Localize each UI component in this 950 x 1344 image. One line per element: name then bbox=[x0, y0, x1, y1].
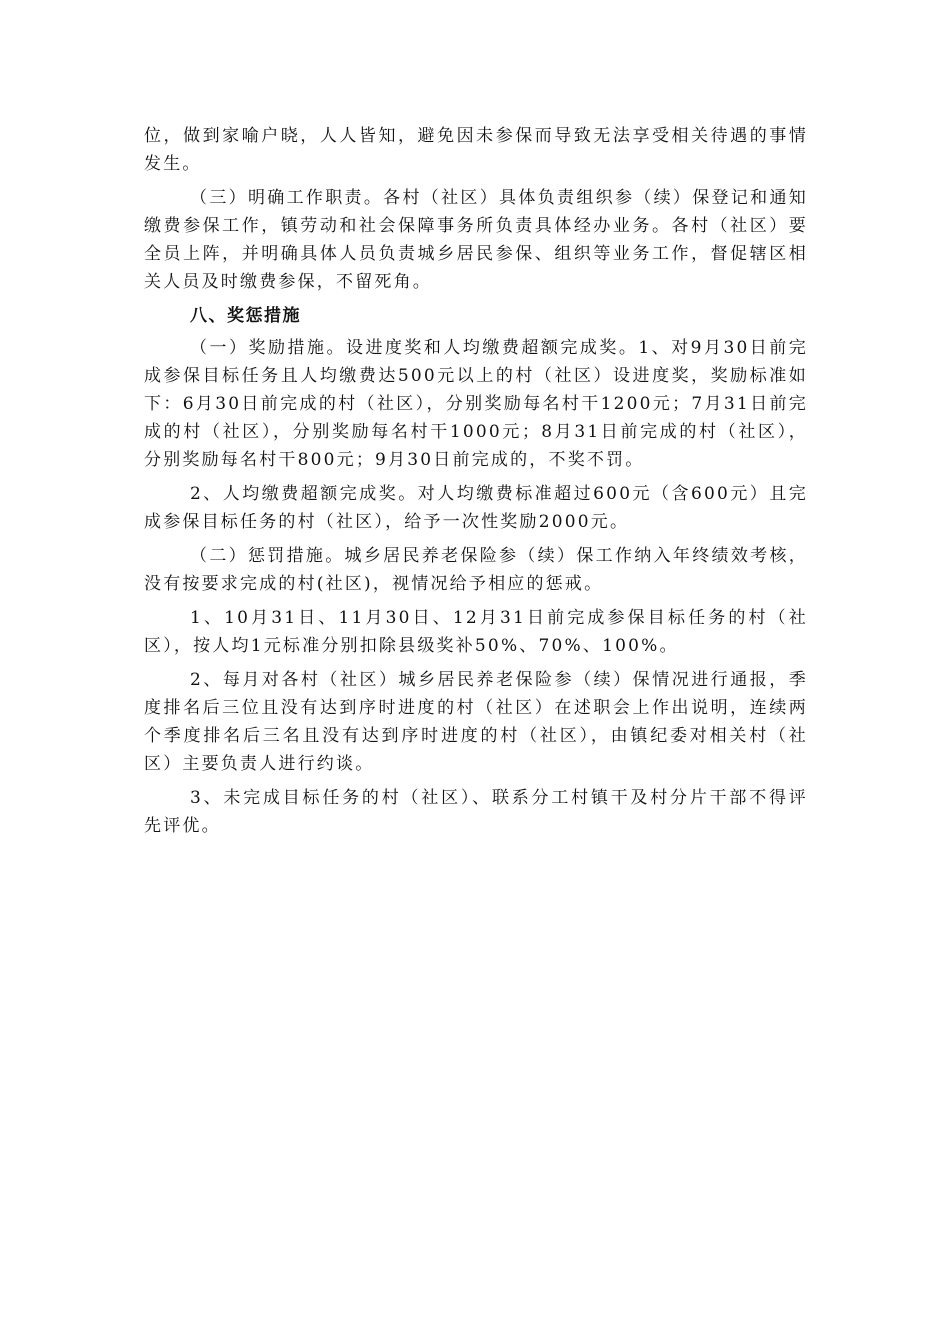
paragraph-work-duties: （三）明确工作职责。各村（社区）具体负责组织参（续）保登记和通知缴费参保工作，镇劳动和社会保障事务所负责具体经办业务。各村（社区）要全员上阵，并明确具体人员负责城乡居民参保、组织等业务工作，督促辖区相关人员及时缴费参保，不留死角。 bbox=[144, 188, 808, 292]
paragraph-penalty-measures: （二）惩罚措施。城乡居民养老保险参（续）保工作纳入年终绩效考核，没有按要求完成的村(社区)，视情况给予相应的惩戒。 bbox=[144, 546, 808, 594]
paragraph-no-awards: 3、未完成目标任务的村（社区）、联系分工村镇干及村分片干部不得评先评优。 bbox=[144, 788, 808, 836]
document-body bbox=[144, 122, 808, 846]
paragraph-publicity-end: 位，做到家喻户晓，人人皆知，避免因未参保而导致无法享受相关待遇的事情发生。 bbox=[144, 126, 808, 174]
paragraph-reward-measures: （一）奖励措施。设进度奖和人均缴费超额完成奖。1、对9月30日前完成参保目标任务且人均缴费达500元以上的村（社区）设进度奖，奖励标准如下：6月30日前完成的村（社区），分别奖励每名村干1200元；7月31日前完成的村（社区），分别奖励每名村干1000元；8月31日前完成的村（社区），分别奖励每名村干800元；9月30日前完成的，不奖不罚。 bbox=[144, 338, 808, 470]
paragraph-monthly-report: 2、每月对各村（社区）城乡居民养老保险参（续）保情况进行通报，季度排名后三位且没有达到序时进度的村（社区）在述职会上作出说明，连续两个季度排名后三名且没有达到序时进度的村（社区），由镇纪委对相关村（社区）主要负责人进行约谈。 bbox=[144, 670, 808, 774]
paragraph-excess-payment-reward: 2、人均缴费超额完成奖。对人均缴费标准超过600元（含600元）且完成参保目标任务的村（社区），给予一次性奖励2000元。 bbox=[144, 484, 808, 532]
paragraph-penalty-deadlines: 1、10月31日、11月30日、12月31日前完成参保目标任务的村（社区），按人均1元标准分别扣除县级奖补50%、70%、100%。 bbox=[144, 608, 808, 656]
section-heading-rewards-penalties: 八、奖惩措施 bbox=[190, 306, 301, 326]
